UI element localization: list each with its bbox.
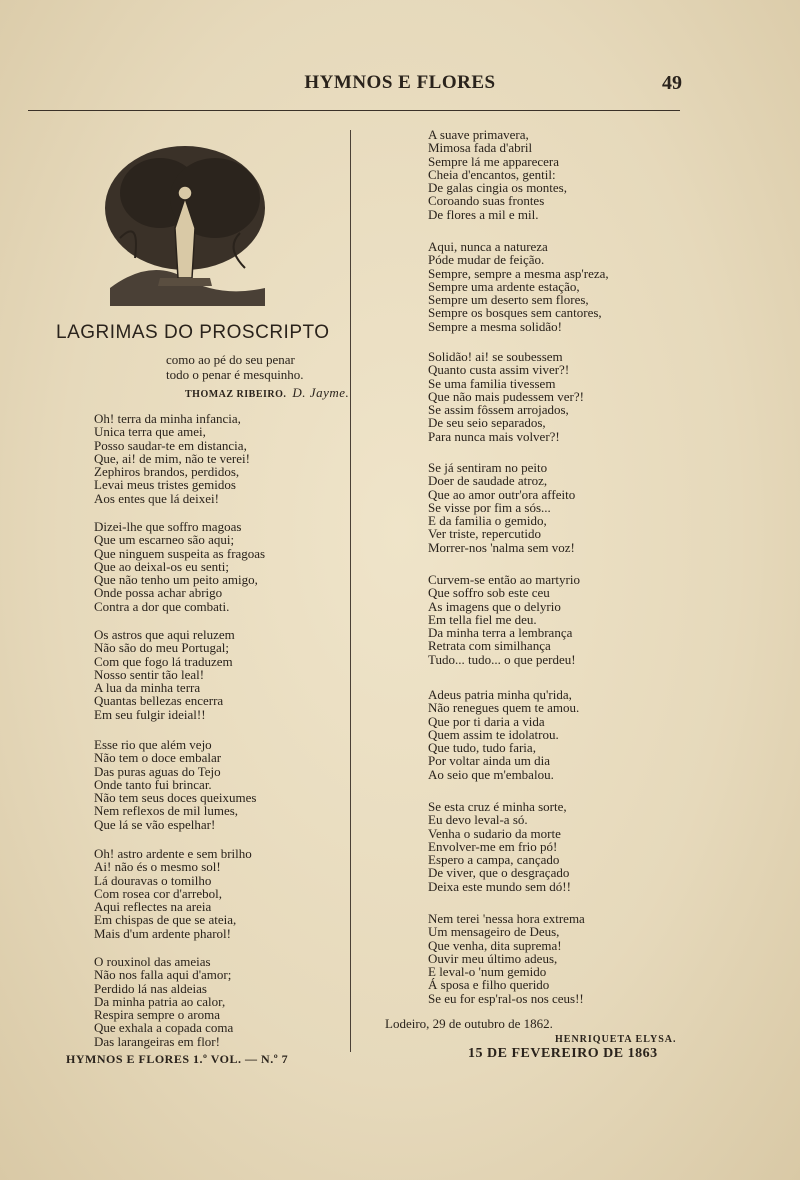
footer-date: 15 DE FEVEREIRO DE 1863 <box>468 1046 658 1061</box>
verse-line: De viver, que o desgraçado <box>428 865 570 881</box>
verse-line: E leval-o 'num gemido <box>428 964 547 980</box>
verse-line: Aqui reflectes na areia <box>94 899 212 915</box>
verse-line: Perdido lá nas aldeias <box>94 980 207 996</box>
verse-line: Esse rio que além vejo <box>94 737 212 752</box>
verse-line: Não renegues quem te amou. <box>428 700 580 716</box>
verse-line: Cheia d'encantos, gentil: <box>428 166 556 182</box>
verse-line: Se uma familia tivessem <box>428 375 556 391</box>
verse-line: Que lá se vão espelhar! <box>94 816 216 832</box>
verse-line: As imagens que o delyrio <box>428 598 561 614</box>
stanza <box>428 240 609 333</box>
verse-line: Lá douravas o tomilho <box>94 872 212 888</box>
verse-line: Eu devo leval-a só. <box>428 812 528 828</box>
stanza <box>94 847 252 940</box>
stanza <box>94 412 250 505</box>
poem-title: LAGRIMAS DO PROSCRIPTO <box>56 322 330 343</box>
verse-line: De seu seio separados, <box>428 415 546 431</box>
verse-line: Nem terei 'nessa hora extrema <box>428 911 585 926</box>
verse-line: Mimosa fada d'abril <box>428 140 533 156</box>
verse-line: Posso saudar-te em distancia, <box>94 437 247 453</box>
verse-line: Quantas bellezas encerra <box>94 693 224 709</box>
verse-line: A suave primavera, <box>428 127 529 142</box>
header-rule <box>28 110 680 111</box>
verse-line: Não tem o doce embalar <box>94 750 222 766</box>
verse-line: Ver triste, repercutido <box>428 526 541 542</box>
epigraph <box>166 352 304 382</box>
verse-line: Se visse por fim a sós... <box>428 499 551 515</box>
verse-line: Coroando suas frontes <box>428 193 545 209</box>
verse-line: Sempre um deserto sem flores, <box>428 292 589 308</box>
verse-line: Com rosea cor d'arrebol, <box>94 885 222 901</box>
verse-line: Á sposa e filho querido <box>428 977 550 993</box>
stanza <box>94 738 256 831</box>
verse-line: Póde mudar de feição. <box>428 252 545 268</box>
verse-line: Zephiros brandos, perdidos, <box>94 464 240 480</box>
verse-line: Em seu fulgir ideial!! <box>94 706 206 722</box>
verse-line: Envolver-me em frio pó! <box>428 838 558 854</box>
stanza <box>94 628 235 721</box>
verse-line: Ao seio que m'embalou. <box>428 766 554 782</box>
verse-line: Ai! não és o mesmo sol! <box>94 859 221 875</box>
verse-line: Em tella fiel me deu. <box>428 611 537 627</box>
verse-line: Curvem-se então ao martyrio <box>428 572 580 587</box>
woodcut-illustration <box>100 138 270 308</box>
verse-line: Respira sempre o aroma <box>94 1007 220 1023</box>
verse-line: Não nos falla aqui d'amor; <box>94 967 232 983</box>
verse-line: Não são do meu Portugal; <box>94 640 230 656</box>
verse-line: Que um escarneo são aqui; <box>94 532 235 548</box>
stanza <box>428 128 567 221</box>
verse-line: Por voltar ainda um dia <box>428 753 551 769</box>
verse-line: Da minha terra a lembrança <box>428 625 573 641</box>
epigraph-line: como ao pé do seu penar <box>166 352 295 367</box>
verse-line: Se assim fôssem arrojados, <box>428 402 569 418</box>
stanza <box>428 350 584 443</box>
verse-line: Não tem seus doces queixumes <box>94 790 257 806</box>
verse-line: Oh! terra da minha infancia, <box>94 411 241 426</box>
stanza <box>428 688 579 781</box>
verse-line: Aqui, nunca a natureza <box>428 239 548 254</box>
verse-line: Os astros que aqui reluzem <box>94 627 235 642</box>
stanza <box>428 461 575 554</box>
verse-line: Aos entes que lá deixei! <box>94 490 219 506</box>
epigraph-line: todo o penar é mesquinho. <box>166 367 304 382</box>
verse-line: Sempre lá me apparecera <box>428 153 560 169</box>
verse-line: Que ao amor outr'ora affeito <box>428 486 576 502</box>
verse-line: De flores a mil e mil. <box>428 206 539 222</box>
verse-line: Ouvir meu último adeus, <box>428 950 558 966</box>
footer-volume: HYMNOS E FLORES 1.º VOL. — N.º 7 <box>66 1052 289 1066</box>
verse-line: Morrer-nos 'nalma sem voz! <box>428 539 575 555</box>
verse-line: Que ao deixal-os eu senti; <box>94 558 230 574</box>
verse-line: Nem reflexos de mil lumes, <box>94 803 239 819</box>
verse-line: Que exhala a copada coma <box>94 1020 234 1036</box>
verse-line: Que por ti daria a vida <box>428 713 545 729</box>
verse-line: Unica terra que amei, <box>94 424 206 440</box>
verse-line: O rouxinol das ameias <box>94 954 211 969</box>
verse-line: Quanto custa assim viver?! <box>428 362 570 378</box>
verse-line: Com que fogo lá traduzem <box>94 653 233 669</box>
verse-line: Deixa este mundo sem dó!! <box>428 878 571 894</box>
verse-line: Se esta cruz é minha sorte, <box>428 799 567 814</box>
stanza <box>94 520 265 613</box>
verse-line: Das puras aguas do Tejo <box>94 763 221 779</box>
verse-line: Em chispas de que se ateia, <box>94 912 237 928</box>
verse-line: Das larangeiras em flor! <box>94 1033 220 1049</box>
verse-line: Tudo... tudo... o que perdeu! <box>428 651 576 667</box>
verse-line: Sempre a mesma solidão! <box>428 318 562 334</box>
dedication: D. Jayme. <box>292 385 350 400</box>
verse-line: Venha o sudario da morte <box>428 825 561 841</box>
verse-line: E da familia o gemido, <box>428 513 547 529</box>
verse-line: A lua da minha terra <box>94 680 201 696</box>
column-divider <box>350 130 351 1052</box>
stanza <box>428 800 571 893</box>
epigraph-source: THOMAZ RIBEIRO. <box>185 389 287 400</box>
running-header: HYMNOS E FLORES <box>304 72 496 93</box>
verse-line: Se já sentiram no peito <box>428 460 548 475</box>
verse-line: Que tudo, tudo faria, <box>428 740 536 756</box>
page-number: 49 <box>662 72 682 94</box>
verse-line: Se eu for esp'ral-os nos ceus!! <box>428 990 584 1006</box>
verse-line: Que venha, dita suprema! <box>428 937 562 953</box>
verse-line: Quem assim te idolatrou. <box>428 726 559 742</box>
verse-line: Solidão! ai! se soubessem <box>428 349 563 364</box>
stanza <box>428 912 585 1005</box>
verse-line: Da minha patria ao calor, <box>94 993 226 1009</box>
verse-line: Para nunca mais volver?! <box>428 428 560 444</box>
verse-line: Onde possa achar abrigo <box>94 585 223 601</box>
stanza <box>94 955 233 1048</box>
verse-line: Um mensageiro de Deus, <box>428 924 560 940</box>
verse-line: Que, ai! de mim, não te verei! <box>94 450 250 466</box>
verse-line: Que ninguem suspeita as fragoas <box>94 545 266 561</box>
verse-line: Sempre, sempre a mesma asp'reza, <box>428 265 609 281</box>
place-date: Lodeiro, 29 de outubro de 1862. <box>385 1016 553 1031</box>
verse-line: Espero a campa, cançado <box>428 852 560 868</box>
verse-line: Levai meus tristes gemidos <box>94 477 236 493</box>
author-signature: HENRIQUETA ELYSA. <box>555 1034 677 1045</box>
verse-line: De galas cingia os montes, <box>428 180 567 196</box>
verse-line: Adeus patria minha qu'rida, <box>428 687 572 702</box>
verse-line: Nosso sentir tão leal! <box>94 666 205 682</box>
stanza <box>428 573 580 666</box>
verse-line: Doer de saudade atroz, <box>428 473 548 489</box>
verse-line: Dizei-lhe que soffro magoas <box>94 519 242 534</box>
verse-line: Onde tanto fui brincar. <box>94 776 212 792</box>
verse-line: Que não tenho um peito amigo, <box>94 572 258 588</box>
epigraph-attribution <box>185 385 349 401</box>
verse-line: Contra a dor que combati. <box>94 598 230 614</box>
verse-line: Oh! astro ardente e sem brilho <box>94 846 252 861</box>
verse-line: Sempre uma ardente estação, <box>428 278 580 294</box>
verse-line: Sempre os bosques sem cantores, <box>428 305 602 321</box>
verse-line: Que soffro sob este ceu <box>428 585 550 601</box>
verse-line: Que não mais pudessem ver?! <box>428 388 584 404</box>
verse-line: Mais d'um ardente pharol! <box>94 925 231 941</box>
verse-line: Retrata com similhança <box>428 638 551 654</box>
